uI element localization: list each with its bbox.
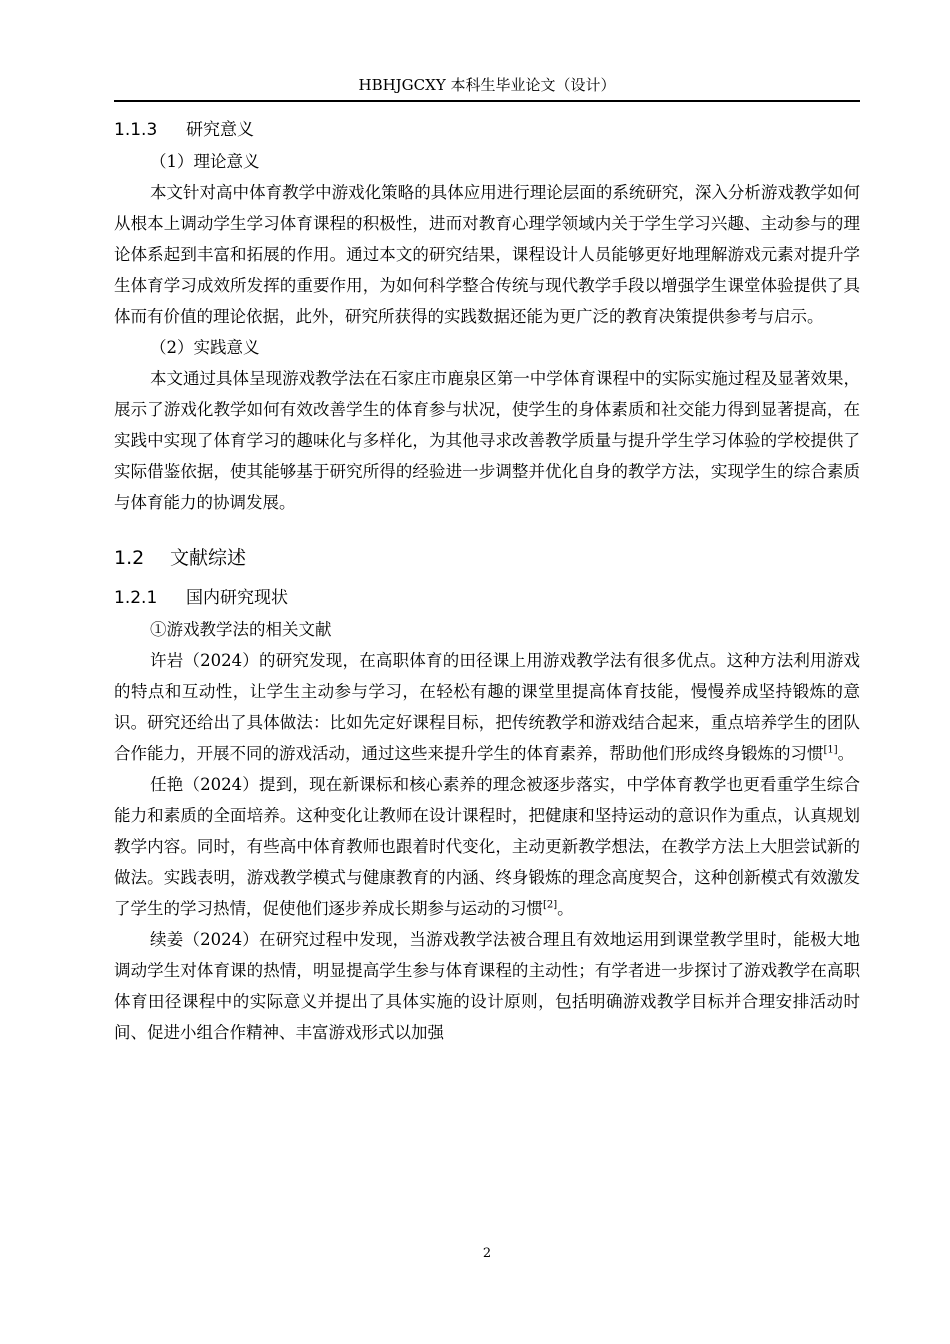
header-divider: [114, 100, 860, 102]
paragraph-end: 。: [837, 744, 855, 763]
section-heading-1-2-1: [114, 582, 860, 614]
paragraph-xu-jiang: 续姜（2024）在研究过程中发现，当游戏教学法被合理且有效地运用到课堂教学里时，能极大地调动学生对体育课的热情，明显提高学生参与体育课程的主动性；有学者进一步探讨了游戏教学在高职体育田径课程中的实际意义并提出了具体实施的设计原则，包括明确游戏教学目标并合理安排活动时间、促进小组合作精神、丰富游戏形式以加强: [114, 930, 860, 1042]
citation-ref: [2]: [543, 899, 558, 911]
paragraph-xu-yan: [114, 645, 860, 769]
paragraph-text: 许岩（2024）的研究发现，在高职体育的田径课上用游戏教学法有很多优点。这种方法利用游戏的特点和互动性，让学生主动参与学习，在轻松有趣的课堂里提高体育技能，慢慢养成坚持锻炼的意识。研究还给出了具体做法：比如先定好课程目标，把传统教学和游戏结合起来，重点培养学生的团队合作能力，开展不同的游戏活动，通过这些来提升学生的体育素养，帮助他们形成终身锻炼的习惯: [114, 651, 860, 763]
paragraph-practice: 本文通过具体呈现游戏教学法在石家庄市鹿泉区第一中学体育课程中的实际实施过程及显著效果，展示了游戏化教学如何有效改善学生的体育参与状况，使学生的身体素质和社交能力得到显著提高，在实践中实现了体育学习的趣味化与多样化，为其他寻求改善教学质量与提升学生学习体验的学校提供了实际借鉴依据，使其能够基于研究所得的经验进一步调整并优化自身的教学方法，实现学生的综合素质与体育能力的协调发展。: [114, 369, 860, 512]
spacer: [114, 518, 860, 542]
section-heading-1-1-3: [114, 114, 860, 146]
section-number: 1.1.3: [114, 120, 158, 140]
page-body: [114, 114, 860, 1048]
page-number: 2: [482, 1246, 492, 1261]
paragraph-theory: 本文针对高中体育教学中游戏化策略的具体应用进行理论层面的系统研究，深入分析游戏教学如何从根本上调动学生学习体育课程的积极性，进而对教育心理学领域内关于学生学习兴趣、主动参与的理论体系起到丰富和拓展的作用。通过本文的研究结果，课程设计人员能够更好地理解游戏元素对提升学生体育学习成效所发挥的重要作用，为如何科学整合传统与现代教学手段以增强学生课堂体验提供了具体而有价值的理论依据，此外，研究所获得的实践数据还能为更广泛的教育决策提供参考与启示。: [114, 183, 860, 326]
paragraph-text: 任艳（2024）提到，现在新课标和核心素养的理念被逐步落实，中学体育教学也更看重学生综合能力和素质的全面培养。这种变化让教师在设计课程时，把健康和坚持运动的意识作为重点，认真规划教学内容。同时，有些高中体育教师也跟着时代变化，主动更新教学想法，在教学方法上大胆尝试新的做法。实践表明，游戏教学模式与健康教育的内涵、终身锻炼的理念高度契合，这种创新模式有效激发了学生的学习热情，促使他们逐步养成长期参与运动的习惯: [114, 775, 860, 918]
citation-ref: [1]: [823, 744, 838, 756]
section-number: 1.2: [114, 547, 145, 569]
section-title: 研究意义: [186, 120, 254, 140]
paragraph-end: 。: [557, 899, 574, 918]
paragraph-ren-yan: [114, 769, 860, 924]
section-title: 国内研究现状: [186, 588, 288, 608]
section-title: 文献综述: [170, 547, 247, 569]
section-heading-1-2: [114, 542, 860, 574]
section-number: 1.2.1: [114, 588, 158, 608]
page-header: HBHJGCXY 本科生毕业论文（设计）: [358, 76, 616, 94]
spacer: [114, 574, 860, 582]
item-label-game-teaching: ①游戏教学法的相关文献: [150, 620, 332, 639]
subsection-label-theory: （1）理论意义: [150, 152, 260, 171]
subsection-label-practice: （2）实践意义: [150, 338, 260, 357]
